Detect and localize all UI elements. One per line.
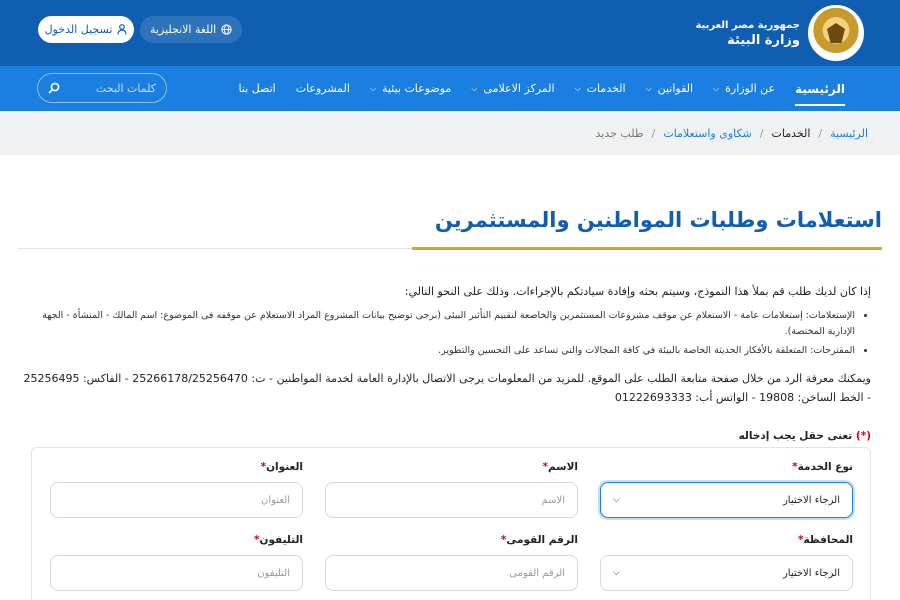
intro-section [20, 283, 871, 407]
name-input[interactable] [325, 482, 578, 518]
required-star: * [542, 461, 549, 473]
intro-list [20, 308, 871, 359]
breadcrumb-separator: / [818, 126, 823, 140]
chevron-down-icon: ⌵ [613, 568, 620, 578]
chevron-down-icon: ⌵ [713, 83, 720, 93]
nav-label: الرئيسية [795, 81, 845, 96]
field-name [325, 461, 578, 518]
breadcrumb-separator: / [651, 126, 656, 140]
nav-item-about[interactable] [713, 82, 775, 95]
service-type-select[interactable] [600, 482, 853, 518]
field-address [50, 461, 303, 518]
nav-item-home[interactable] [795, 82, 845, 96]
address-label [50, 461, 303, 473]
top-header [0, 0, 900, 66]
ministry-logo-icon[interactable] [808, 5, 864, 61]
title-accent-bar [412, 247, 882, 250]
eagle-emblem-icon [827, 23, 845, 43]
required-star: * [253, 534, 260, 546]
nav-items [239, 66, 846, 111]
ministry-name[interactable] [695, 19, 800, 49]
nav-item-laws[interactable] [646, 82, 694, 95]
language-label: اللغة الانجليزية [150, 23, 217, 36]
nav-label: المشروعات [295, 82, 350, 95]
label-text: العنوان [266, 461, 303, 473]
select-value: الرجاء الاختيار [782, 567, 840, 579]
ministry-title: وزارة البيئة [727, 33, 800, 48]
breadcrumb-home[interactable]: الرئيسية [830, 126, 868, 140]
breadcrumb-separator: / [759, 126, 764, 140]
label-text: التليفون [259, 534, 303, 546]
field-phone [50, 534, 303, 591]
nav-label: اتصل بنا [238, 82, 276, 95]
national-id-label [325, 534, 578, 546]
required-note [739, 430, 871, 442]
breadcrumb-services[interactable]: الخدمات [771, 126, 811, 140]
login-button[interactable] [38, 16, 134, 43]
nav-label: عن الوزارة [725, 82, 776, 95]
intro-text: إذا كان لديك طلب قم بملأ هذا النموذج، وسيتم بحثه وإفادة سيادتكم بالإجراءات. وذلك على النحو التالي: [404, 285, 871, 298]
nav-label: المركز الاعلامى [483, 82, 555, 95]
select-value: الرجاء الاختيار [782, 494, 840, 506]
address-input[interactable] [50, 482, 303, 518]
nav-item-projects[interactable] [296, 82, 350, 95]
required-star: * [260, 461, 267, 473]
nav-label: الخدمات [586, 82, 626, 95]
required-star: * [500, 534, 507, 546]
name-label [325, 461, 578, 473]
required-star: * [792, 461, 798, 473]
phone-label [50, 534, 303, 546]
list-item: • الإستعلامات: إستعلامات عامة - الاستعلام عن موقف مشروعات المستثمرين والخاصعة لتقييم التأثير البيئى (برجى توضيح بيانات المشروع المراد الاستعلام عن موقفه فى الموضوع: اسم المالك - المنشأة - الجهة الإدارية المختصة). [20, 308, 855, 340]
chevron-down-icon: ⌵ [369, 83, 377, 93]
nav-item-contact[interactable] [239, 82, 276, 95]
main-nav [0, 66, 900, 111]
field-service-type-real [600, 461, 853, 518]
breadcrumb-complaints[interactable]: شكاوى واستعلامات [663, 126, 752, 140]
search-box [37, 73, 167, 103]
user-icon [117, 24, 127, 35]
search-icon[interactable] [48, 82, 60, 94]
label-text: الاسم [548, 461, 578, 473]
field-national-id [325, 534, 578, 591]
nav-item-environment-topics[interactable] [370, 82, 451, 95]
chevron-down-icon: ⌵ [471, 83, 478, 93]
page-title: استعلامات وطلبات المواطنين والمستثمرين [434, 208, 882, 232]
required-star: (*) [855, 430, 871, 442]
phone-input[interactable] [50, 555, 303, 591]
label-text: نوع الخدمة [797, 461, 853, 473]
nav-label: موضوعات بيئية [382, 82, 452, 95]
nav-item-media[interactable] [471, 82, 554, 95]
governorate-select[interactable] [600, 555, 853, 591]
login-label: تسجيل الدخول [44, 23, 113, 36]
breadcrumb-current: طلب جديد [595, 126, 644, 140]
nav-item-services[interactable] [575, 82, 626, 95]
language-button[interactable] [140, 16, 242, 43]
required-star: * [797, 534, 804, 546]
nav-label: القوانين [657, 82, 694, 95]
chevron-down-icon: ⌵ [645, 83, 652, 93]
breadcrumb [0, 111, 900, 155]
chevron-down-icon: ⌵ [613, 495, 620, 505]
label-text: المحافظة [803, 534, 853, 546]
country-name: جمهورية مصر العربية [695, 20, 800, 31]
chevron-down-icon: ⌵ [574, 83, 581, 93]
required-note-text: تعنى حقل يجب إدخاله [738, 430, 856, 442]
label-text: الرقم القومى [506, 534, 578, 546]
list-item: • المقترحات: المتعلقة بالأفكار الحديثة الخاصة بالبيئة في كافة المجالات والتي تساعد على التحسين والتطوير. [20, 343, 855, 359]
globe-icon [221, 24, 232, 35]
field-governorate [600, 534, 853, 591]
service-type-label [600, 461, 853, 473]
national-id-input[interactable] [325, 555, 578, 591]
contact-info: ويمكنك معرفة الرد من خلال صفحة متابعة الطلب على الموقع. للمزيد من المعلومات يرجى الاتصال بالإدارة العامة لخدمة المواطنين - ت: 25266178/25256470 - الفاكس: 25256495 - الخط الساخن: 19808 - الواتس أب: 01222693333 [23, 372, 871, 404]
governorate-label [600, 534, 853, 546]
search-input[interactable] [66, 82, 156, 95]
